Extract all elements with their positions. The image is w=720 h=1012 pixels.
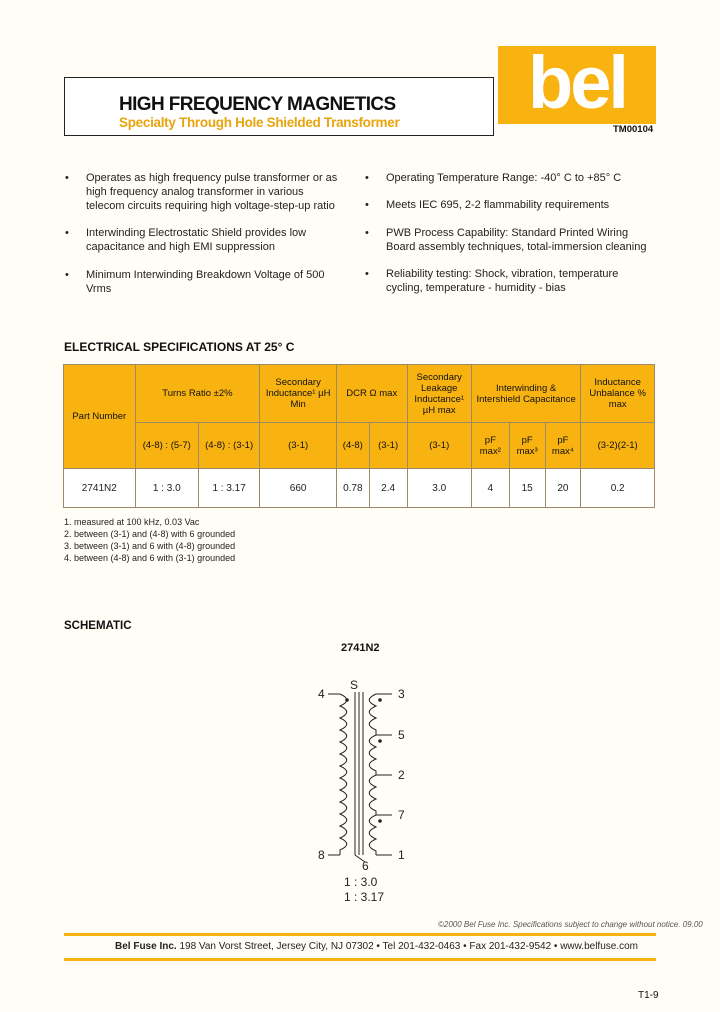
footer-rule (64, 933, 656, 936)
subheader-cell: (4-8) : (5-7) (135, 423, 198, 469)
shield-label: S (350, 678, 359, 692)
bullet-icon: • (65, 269, 69, 281)
feature-item (65, 171, 342, 213)
table-cell: 3.0 (407, 469, 471, 508)
bullet-icon: • (365, 227, 369, 239)
subheader-cell: pF max⁴ (545, 423, 581, 469)
bullet-icon: • (365, 199, 369, 211)
subheader-cell: (3-1) (260, 423, 337, 469)
turns-ratio-header: Turns Ratio ±2% (135, 365, 260, 423)
table-cell: 0.78 (336, 469, 369, 508)
ratio-label: 1 : 3.0 (344, 875, 378, 889)
secondary-coil (369, 694, 376, 855)
subheader-cell: pF max³ (509, 423, 545, 469)
specs-heading: ELECTRICAL SPECIFICATIONS AT 25° C (64, 340, 295, 354)
ratio-label: 1 : 3.17 (344, 890, 385, 904)
table-cell: 20 (545, 469, 581, 508)
pin-label: 5 (398, 728, 405, 742)
bullet-icon: • (65, 227, 69, 239)
pin-label: 6 (362, 859, 369, 873)
footer-rule (64, 958, 656, 961)
header-row (64, 365, 655, 423)
bullet-icon: • (365, 268, 369, 280)
feature-item (365, 198, 658, 212)
doc-code: TM00104 (613, 124, 654, 135)
table-cell: 4 (471, 469, 509, 508)
pin-label: 2 (398, 768, 405, 782)
polarity-dot (378, 698, 382, 702)
footer-address (115, 941, 638, 952)
subheader-cell: pF max² (471, 423, 509, 469)
table-cell: 1 : 3.17 (198, 469, 259, 508)
polarity-dot (378, 739, 382, 743)
bel-logo (498, 41, 656, 124)
company-name: Bel Fuse Inc. (115, 941, 177, 952)
table-cell: 660 (260, 469, 337, 508)
page-subtitle: Specialty Through Hole Shielded Transformer (119, 115, 400, 130)
subheader-cell: (4-8) : (3-1) (198, 423, 259, 469)
table-cell: 1 : 3.0 (135, 469, 198, 508)
part-number-header: Part Number (64, 365, 136, 469)
table-cell: 0.2 (581, 469, 655, 508)
subheader-cell: (3-2)(2-1) (581, 423, 655, 469)
footnote: 1. measured at 100 kHz, 0.03 Vac (64, 517, 200, 527)
pin-label: 4 (318, 687, 325, 701)
subheader-cell: (3-1) (407, 423, 471, 469)
table-row (64, 469, 655, 508)
page-number: T1-9 (638, 990, 659, 1001)
polarity-dot (378, 819, 382, 823)
logo-text: bel (528, 41, 626, 124)
primary-leads (328, 694, 340, 855)
feature-item (65, 268, 342, 296)
pin-label: 8 (318, 848, 325, 862)
secondary-inductance-header: Secondary Inductance¹ µH Min (260, 365, 337, 423)
unbalance-header: Inductance Unbalance % max (581, 365, 655, 423)
subheader-cell: (3-1) (369, 423, 407, 469)
table-cell: 2741N2 (64, 469, 136, 508)
feature-text: Operating Temperature Range: -40° C to +85° C (386, 172, 622, 184)
footnote: 4. between (4-8) and 6 with (3-1) grounded (64, 553, 236, 563)
schematic-part-label: 2741N2 (341, 642, 380, 654)
dcr-header: DCR Ω max (336, 365, 407, 423)
feature-item (365, 226, 658, 254)
address-text: 198 Van Vorst Street, Jersey City, NJ 07302 • Tel 201-432-0463 • Fax 201-432-9542 • www.belfuse.com (176, 941, 638, 952)
polarity-dot (345, 698, 349, 702)
feature-text: Interwinding Electrostatic Shield provides low capacitance and high EMI suppression (86, 227, 307, 253)
page-title: HIGH FREQUENCY MAGNETICS (119, 94, 396, 115)
feature-item (365, 171, 658, 185)
feature-item (65, 226, 342, 254)
subheader-cell: (4-8) (336, 423, 369, 469)
pin-label: 7 (398, 808, 405, 822)
footnote: 3. between (3-1) and 6 with (4-8) grounded (64, 541, 236, 551)
feature-text: PWB Process Capability: Standard Printed Wiring Board assembly techniques, total-immersion cleaning (386, 227, 647, 253)
pin-label: 3 (398, 687, 405, 701)
capacitance-header: Interwinding & Intershield Capacitance (471, 365, 580, 423)
transformer-schematic (300, 672, 430, 912)
feature-text: Reliability testing: Shock, vibration, temperature cycling, temperature - humidity - bias (386, 268, 619, 294)
table-cell: 15 (509, 469, 545, 508)
pin-label: 1 (398, 848, 405, 862)
spec-table (63, 364, 655, 508)
secondary-leads (376, 694, 392, 855)
table-cell: 2.4 (369, 469, 407, 508)
footnote: 2. between (3-1) and (4-8) with 6 grounded (64, 529, 236, 539)
feature-text: Operates as high frequency pulse transformer or as high frequency analog transformer in various telecom circuits requiring high voltage-step-up ratio (86, 172, 338, 212)
leakage-header: Secondary Leakage Inductance¹ µH max (407, 365, 471, 423)
subheader-row (64, 423, 655, 469)
feature-item (365, 267, 658, 295)
schematic-heading: SCHEMATIC (64, 620, 132, 632)
feature-text: Meets IEC 695, 2-2 flammability requirements (386, 199, 610, 211)
primary-coil (340, 694, 347, 855)
title-box (64, 77, 494, 136)
copyright: ©2000 Bel Fuse Inc. Specifications subject to change without notice. 09.00 (438, 920, 703, 929)
bullet-icon: • (365, 172, 369, 184)
feature-text: Minimum Interwinding Breakdown Voltage of 500 Vrms (86, 269, 325, 295)
bullet-icon: • (65, 172, 69, 184)
